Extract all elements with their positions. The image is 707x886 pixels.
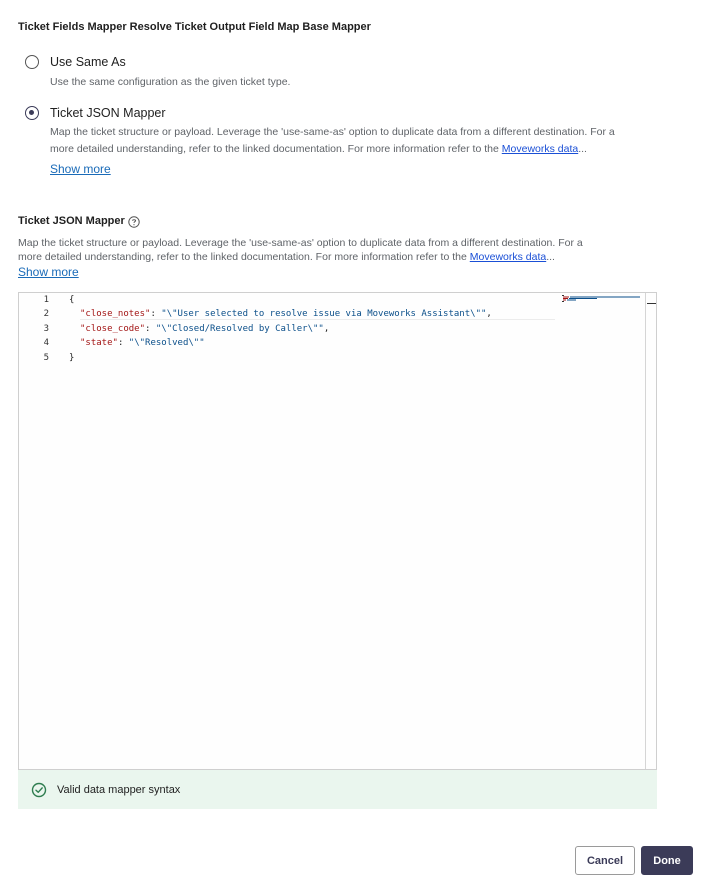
line-number: 2	[43, 309, 49, 319]
json-separator: :	[117, 338, 129, 348]
field-ellipsis: ...	[546, 251, 555, 263]
done-button[interactable]: Done	[641, 846, 693, 875]
radio-use-same-as[interactable]	[25, 55, 39, 69]
moveworks-data-link[interactable]: Moveworks data	[501, 143, 579, 155]
field-description-line-2	[18, 250, 698, 264]
code-line: {	[69, 295, 75, 305]
ellipsis: ...	[578, 143, 587, 155]
code-line	[80, 338, 205, 348]
json-code-editor[interactable]	[18, 292, 657, 770]
field-description	[18, 236, 698, 264]
field-description-text: more detailed understanding, refer to the linked documentation. For more information refer to the	[18, 251, 467, 263]
radio-description-ticket-json-mapper	[50, 124, 690, 158]
radio-label-use-same-as[interactable]: Use Same As	[50, 55, 126, 69]
json-value: "\"Closed/Resolved by Caller\""	[155, 324, 324, 334]
json-key: "close_notes"	[80, 309, 151, 319]
field-label: Ticket JSON Mapper	[18, 215, 125, 227]
validation-text: Valid data mapper syntax	[57, 784, 181, 796]
check-circle-icon	[31, 782, 47, 798]
json-separator: :	[150, 309, 162, 319]
show-more-link[interactable]: Show more	[50, 162, 111, 176]
line-number: 3	[43, 324, 49, 334]
radio-ticket-json-mapper[interactable]	[25, 106, 39, 120]
description-text: more detailed understanding, refer to the linked documentation. For more information refer to the	[50, 143, 499, 155]
overview-ruler-cursor	[647, 303, 656, 304]
line-number: 5	[43, 353, 49, 363]
section-title: Ticket Fields Mapper Resolve Ticket Output Field Map Base Mapper	[18, 21, 371, 33]
question-circle-icon[interactable]	[128, 216, 140, 228]
cancel-button[interactable]: Cancel	[575, 846, 635, 875]
description-line-1: Map the ticket structure or payload. Leverage the 'use-same-as' option to duplicate data from a different destination. For a	[50, 126, 615, 138]
json-key: "close_code"	[80, 324, 146, 334]
json-trail: ,	[486, 309, 492, 319]
line-number: 1	[43, 295, 49, 305]
editor-minimap[interactable]	[562, 295, 642, 303]
json-value: "\"Resolved\""	[128, 338, 205, 348]
json-key: "state"	[80, 338, 118, 348]
json-trail: ,	[323, 324, 330, 334]
radio-label-ticket-json-mapper[interactable]: Ticket JSON Mapper	[50, 106, 166, 120]
radio-description-use-same-as: Use the same configuration as the given ticket type.	[50, 76, 291, 88]
code-line	[80, 324, 329, 334]
json-separator: :	[145, 324, 156, 334]
json-value: "\"User selected to resolve issue via Moveworks Assistant\""	[161, 309, 487, 319]
description-line-2	[50, 141, 690, 158]
field-show-more-link[interactable]: Show more	[18, 265, 79, 279]
validation-banner	[18, 770, 657, 809]
code-line	[80, 309, 555, 320]
field-description-line-1: Map the ticket structure or payload. Leverage the 'use-same-as' option to duplicate data from a different destination. For a	[18, 237, 583, 249]
field-moveworks-data-link[interactable]: Moveworks data	[469, 251, 547, 263]
line-number: 4	[43, 338, 49, 348]
code-line: }	[69, 353, 75, 363]
editor-scrollbar[interactable]	[645, 293, 646, 769]
